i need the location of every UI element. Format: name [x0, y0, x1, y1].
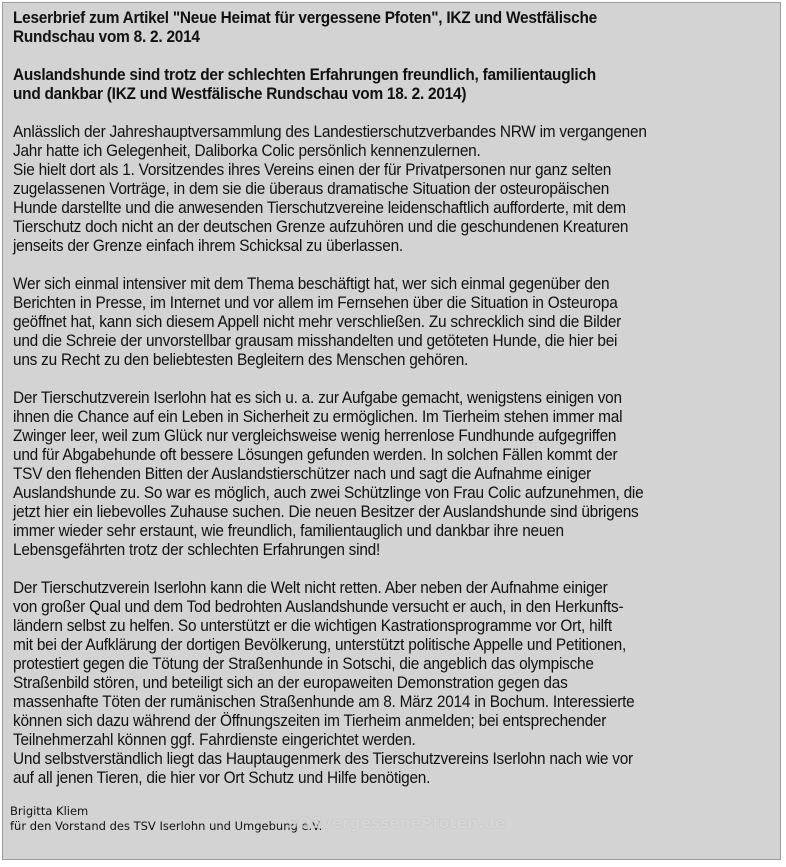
- letter-paragraph-3: Der Tierschutzverein Iserlohn hat es sich u. a. zur Aufgabe gemacht, wenigstens einigen von ihnen die Chance auf ein Leben in Sicherheit zu ermöglichen. Im Tierheim stehen immer mal Zwinger leer, weil zum Glück nur vergleichsweise wenig herrenlose Fundhunde aufgegriffen und für Abgabehunde oft bessere Lösungen gefunden werden. In solchen Fällen kommt der TSV den flehenden Bitten der Auslandstierschützer nach und sagt die Aufnahme einiger Auslandshunde zu. So war es möglich, auch zwei Schützlinge von Frau Colic aufzunehmen, die jetzt hier ein liebevolles Zuhause suchen. Die neuen Besitzer der Auslandshunde sind übrigens immer wieder sehr erstaunt, wie freundlich, familientauglich und dankbar ihre neuen Lebensgefährten trotz der schlechten Erfahrungen sind!: [13, 389, 644, 559]
- signature-role: für den Vorstand des TSV Iserlohn und Umgebung e.V.: [10, 819, 323, 833]
- signature-block: [10, 804, 322, 834]
- letter-paragraph-2: Wer sich einmal intensiver mit dem Thema beschäftigt hat, wer sich einmal gegenüber den Berichten in Presse, im Internet und vor allem im Fernsehen über die Situation in Osteuropa geöffnet hat, kann sich diesem Appell nicht mehr verschließen. Zu schrecklich sind die Bilder und die Schreie der unvorstellbar grausam misshandelten und getöteten Hunde, die hier bei uns zu Recht zu den beliebtesten Begleitern des Menschen gehören.: [13, 275, 622, 369]
- letter-body: [13, 9, 778, 788]
- watermark-text: SOSvergessenePfoten.de: [287, 814, 506, 832]
- signature-name: Brigitta Kliem: [10, 804, 89, 818]
- letter-paragraph-1: Anlässlich der Jahreshauptversammlung des Landestierschutzverbandes NRW im vergangenen Jahr hatte ich Gelegenheit, Daliborka Colic persönlich kennenzulernen. Sie hielt dort als 1. Vorsitzendes ihres Vereins einen der für Privatpersonen nur ganz selten zugelassenen Vorträge, in dem sie die überaus dramatische Situation der osteuropäischen Hunde darstellte und die anwesenden Tierschutzvereine leidenschaftlich aufforderte, mit dem Tierschutz doch nicht an der deutschen Grenze aufzuhören und die geschundenen Kreaturen jenseits der Grenze einfach ihrem Schicksal zu überlassen.: [13, 123, 647, 255]
- letter-subheadline: Auslandshunde sind trotz der schlechten Erfahrungen freundlich, familientauglich und dankbar (IKZ und Westfälische Rundschau vom 18. 2. 2014): [13, 66, 596, 103]
- letter-headline: Leserbrief zum Artikel "Neue Heimat für vergessene Pfoten", IKZ und Westfälische Rundschau vom 8. 2. 2014: [13, 9, 597, 46]
- letter-paragraph-4: Der Tierschutzverein Iserlohn kann die Welt nicht retten. Aber neben der Aufnahme einiger von großer Qual und dem Tod bedrohten Auslandshunde versucht er auch, in den Herkunfts- ländern selbst zu helfen. So unterstützt er die wichtigen Kastrationsprogramme vor Ort, hilft mit bei der Aufklärung der dortigen Bevölkerung, unterstützt politische Appelle und Petitionen, protestiert gegen die Tötung der Straßenhunde in Sotschi, die angeblich das olympische Straßenbild stören, und beteiligt sich an der europaweiten Demonstration gegen das massenhafte Töten der rumänischen Straßenhunde am 8. März 2014 in Bochum. Interessierte können sich dazu während der Öffnungszeiten im Tierheim anmelden; bei entsprechender Teilnehmerzahl können ggf. Fahrdienste eingerichtet werden. Und selbstverständlich liegt das Hauptaugenmerk des Tierschutzvereins Iserlohn nach wie vor auf all jenen Tieren, die hier vor Ort Schutz und Hilfe benötigen.: [13, 579, 635, 787]
- letter-container: [2, 2, 781, 860]
